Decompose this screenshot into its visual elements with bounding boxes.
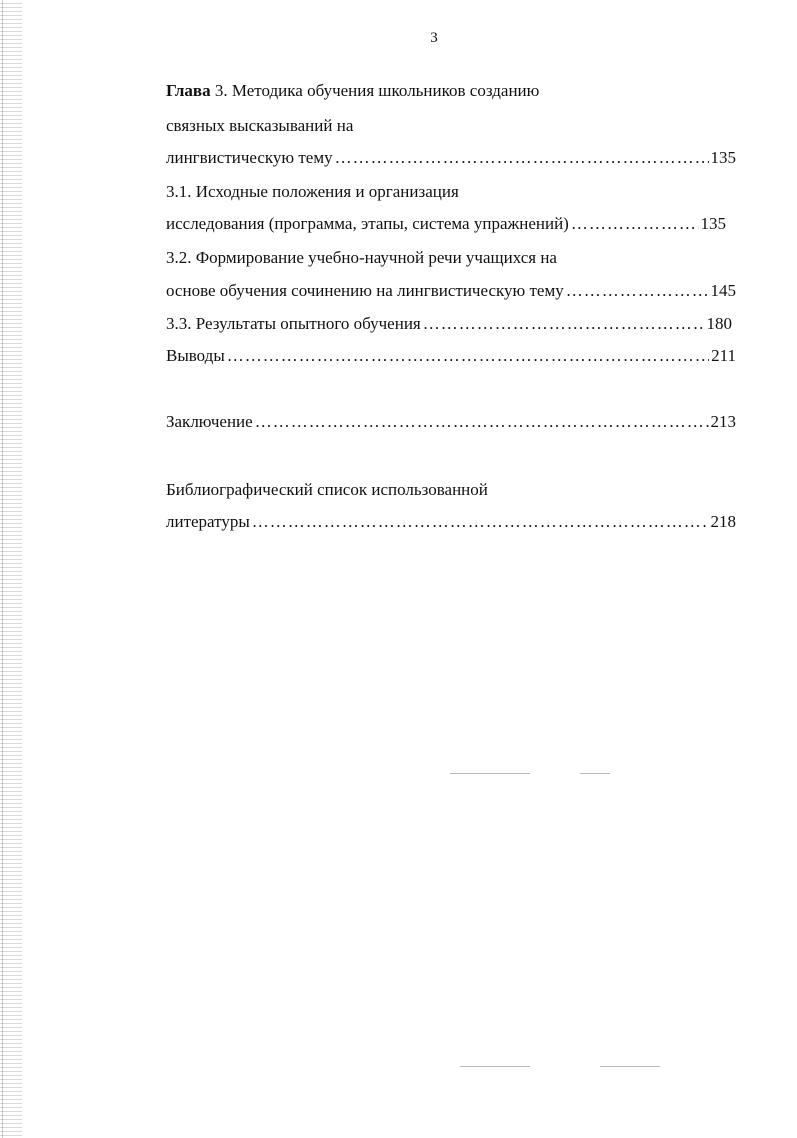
scan-binding-edge [0, 0, 22, 1138]
toc-entry-bibliography [166, 511, 736, 533]
toc-entry-section-3-1 [166, 213, 726, 235]
leader-dots [566, 280, 709, 302]
scan-speck [460, 1066, 530, 1067]
toc-entry-conclusions [166, 345, 736, 367]
toc-page-number: 135 [710, 148, 736, 167]
toc-page-number: 213 [710, 412, 736, 431]
toc-entry-final [166, 411, 736, 433]
scan-speck [450, 773, 530, 774]
toc-entry-text: исследования (программа, этапы, система упражнений) [166, 214, 569, 233]
toc-entry-text: основе обучения сочинению на лингвистическую тему [166, 281, 564, 300]
toc-entry-text: лингвистическую тему [166, 148, 333, 167]
toc-page-number: 145 [710, 281, 736, 300]
leader-dots [255, 411, 709, 433]
chapter-title-text: 3. Методика обучения школьников созданию [210, 81, 540, 100]
toc-entry-text: 3.3. Результаты опытного обучения [166, 314, 421, 333]
section-3-2-line-1: 3.2. Формирование учебно-научной речи учащихся на [166, 248, 557, 267]
toc-page-number: 180 [706, 314, 732, 333]
leader-dots [252, 511, 709, 533]
toc-page-number: 135 [700, 214, 726, 233]
section-3-1-line-1: 3.1. Исходные положения и организация [166, 182, 459, 201]
toc-entry-text: Выводы [166, 346, 225, 365]
leader-dots [227, 345, 709, 367]
toc-entry-section-3-2 [166, 280, 736, 302]
toc-page-number: 218 [710, 512, 736, 531]
chapter-title-line-2: связных высказываний на [166, 116, 354, 135]
toc-page-number: 211 [711, 346, 736, 365]
scan-speck [600, 1066, 660, 1067]
leader-dots [335, 147, 709, 169]
chapter-title-line-1 [166, 80, 539, 102]
toc-entry-text: Заключение [166, 412, 253, 431]
leader-dots [571, 213, 699, 235]
bibliography-line-1: Библиографический список использованной [166, 480, 488, 499]
leader-dots [423, 313, 705, 335]
toc-entry-chapter [166, 147, 736, 169]
page-number: 3 [430, 30, 438, 46]
toc-entry-text: литературы [166, 512, 250, 531]
toc-entry-section-3-3 [166, 313, 732, 335]
scan-speck [580, 773, 610, 774]
chapter-label: Глава [166, 81, 211, 100]
